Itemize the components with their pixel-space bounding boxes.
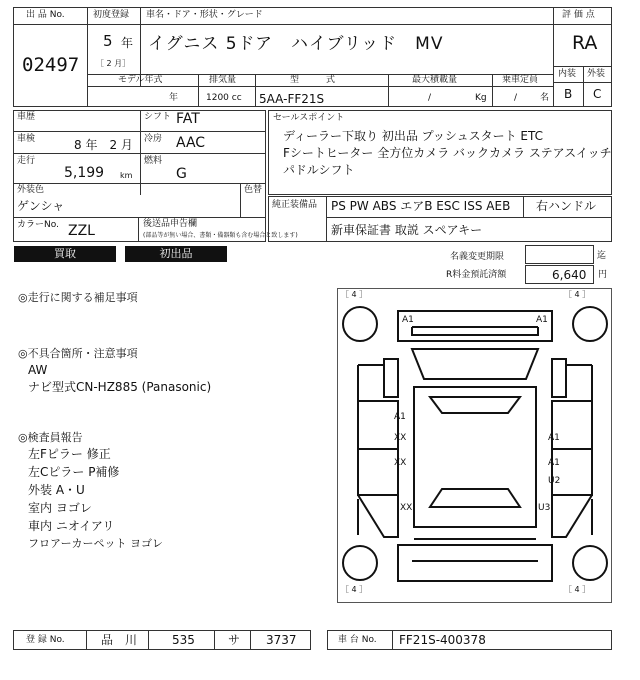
shift-label: シフト [144, 112, 172, 122]
name-change-unit: 迄 [597, 251, 607, 261]
first-listing-tag: 初出品 [125, 246, 227, 262]
name-change-label: 名義変更期限 [450, 252, 505, 262]
inspector-item-5: 車内 ニオイアリ [28, 519, 115, 533]
lot-number-label: 出 品 No. [26, 10, 65, 20]
registration-area: 品 川 [101, 633, 138, 647]
inspector-item-3: 外装 A・U [28, 483, 85, 497]
color-number-label: カラーNo. [17, 220, 59, 230]
mark-left-front-upper: A1 [394, 412, 406, 422]
chassis-number: FF21S-400378 [399, 633, 486, 647]
inspector-item-2: 左Cピラー P補修 [28, 465, 120, 479]
tire-front-right [573, 307, 607, 341]
first-registration-year: 5 [103, 32, 113, 50]
fuel-value: G [176, 166, 187, 182]
registration-class: 535 [172, 633, 195, 647]
registration-label: 登 録 No. [26, 635, 65, 645]
inspector-item-1: 左Fピラー 修正 [28, 447, 111, 461]
mark-right-mid-2: U2 [548, 476, 561, 486]
ac-label: 冷房 [144, 134, 163, 144]
interior-grade: B [564, 87, 573, 101]
exterior-grade: C [593, 87, 602, 101]
capacity-unit: 名 [540, 93, 550, 103]
tire-label-top-right: ［ 4 ］ [564, 290, 591, 299]
color-change-label: 色替 [244, 185, 263, 195]
tire-rear-right [573, 546, 607, 580]
sales-point-line-2: Fシートヒーター 全方位カメラ バックカメラ ステアスイッチ [283, 146, 612, 160]
mileage-label: 走行 [17, 156, 36, 166]
history-label: 車歴 [17, 112, 36, 122]
registration-kana: サ [228, 633, 241, 647]
equipment-label: 純正装備品 [272, 200, 318, 210]
color-number: ZZL [68, 223, 95, 239]
ac-value: AAC [176, 135, 206, 151]
mileage-value: 5,199 [64, 165, 105, 181]
rear-bumper [398, 545, 552, 581]
tire-label-top-left: ［ 4 ］ [341, 290, 368, 299]
model-type: 5AA-FF21S [259, 92, 325, 106]
recycle-value: 6,640 [552, 268, 587, 282]
handle-position: 右ハンドル [536, 199, 597, 213]
tire-label-bottom-right: ［ 4 ］ [564, 585, 591, 594]
mark-front-left: A1 [402, 315, 414, 325]
driving-notes-title: ◎走行に関する補足事項 [18, 291, 138, 304]
interior-grade-label: 内装 [558, 69, 577, 79]
exterior-grade-label: 外装 [587, 69, 606, 79]
car-name: イグニス 5ドア ハイブリッド MV [148, 34, 444, 54]
warranty-items: 新車保証書 取説 スペアキー [331, 223, 483, 237]
equipment-items: PS PW ABS エアB ESC ISS AEB [331, 199, 511, 213]
rating-label: 評 価 点 [562, 10, 595, 20]
first-registration-label: 初度登録 [93, 10, 130, 20]
max-load-unit: Kg [475, 93, 487, 103]
model-year-label: モデル年式 [118, 75, 163, 85]
defect-item-2: ナビ型式CN-HZ885 (Panasonic) [28, 380, 212, 394]
model-year-unit: 年 [169, 93, 179, 103]
mark-right-mid-1: A1 [548, 458, 560, 468]
fuel-label: 燃料 [144, 156, 163, 166]
displacement-label: 排気量 [209, 75, 237, 85]
max-load-label: 最大積載量 [412, 75, 458, 85]
mileage-unit: km [120, 171, 133, 180]
aftermarket-note: (部品等が無い場合、書類・備器類も含む場合と致します) [143, 232, 298, 239]
inspector-title: ◎検査員報告 [18, 431, 83, 444]
exterior-color-label: 外装色 [17, 185, 45, 195]
car-diagram-drawing [338, 289, 611, 602]
recycle-label: R料金預託済額 [446, 270, 507, 280]
defect-item-1: AW [28, 363, 48, 377]
defects-title: ◎不具合箇所・注意事項 [18, 347, 138, 360]
sales-point-line-3: パドルシフト [283, 163, 355, 177]
capacity-slash: / [514, 93, 518, 103]
mark-left-front-lower: XX [394, 433, 407, 443]
sales-point-line-1: ディーラー下取り 初出品 プッシュスタート ETC [283, 129, 543, 143]
mark-right-back: U3 [538, 503, 551, 513]
shift-value: FAT [176, 111, 200, 127]
inspector-item-4: 室内 ヨゴレ [28, 501, 92, 515]
recycle-unit: 円 [598, 270, 608, 280]
type-label: 型 式 [290, 75, 336, 85]
registration-number: 3737 [266, 633, 297, 647]
model-label: 車名・ドア・形状・グレード [146, 10, 263, 20]
aftermarket-label: 後送品申告欄 [143, 219, 198, 229]
first-registration-month: ［ 2 月］ [96, 59, 131, 68]
car-diagram [337, 288, 612, 603]
hood [412, 349, 538, 379]
sales-points-label: セールスポイント [273, 113, 345, 123]
inspection-value: 8 年 2 月 [74, 138, 133, 152]
capacity-label: 乗車定員 [502, 75, 539, 85]
mark-left-back: XX [400, 503, 413, 513]
exterior-color: ゲンシャ [17, 199, 65, 213]
max-load-slash: / [428, 93, 432, 103]
buy-tag: 買取 [14, 246, 116, 262]
tire-rear-left [343, 546, 377, 580]
lot-number: 02497 [22, 54, 80, 76]
rating-score: RA [572, 32, 598, 54]
displacement: 1200 cc [206, 93, 242, 103]
inspector-item-6: フロアーカーペット ヨゴレ [28, 537, 163, 550]
mark-front-right: A1 [536, 315, 548, 325]
first-registration-year-unit: 年 [121, 36, 134, 50]
mark-right-front: A1 [548, 433, 560, 443]
mark-left-rear: XX [394, 458, 407, 468]
tire-front-left [343, 307, 377, 341]
tire-label-bottom-left: ［ 4 ］ [341, 585, 368, 594]
name-change-value [525, 245, 594, 264]
inspection-label: 車検 [17, 134, 36, 144]
chassis-label: 車 台 No. [338, 635, 377, 645]
